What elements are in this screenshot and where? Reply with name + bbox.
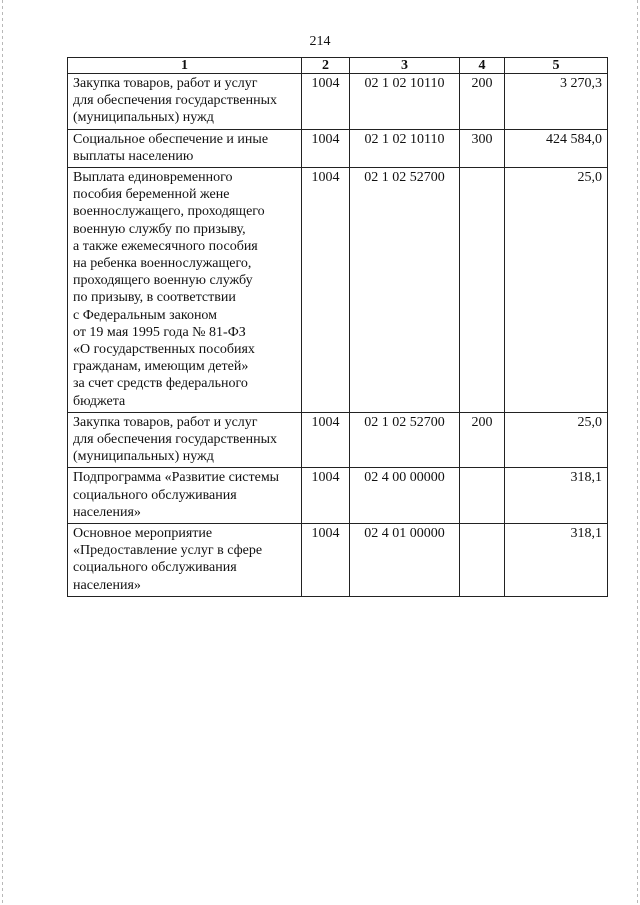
- expense-name-cell: [68, 468, 302, 524]
- expense-name-line: Подпрограмма «Развитие системы: [73, 470, 280, 486]
- expense-name-line: для обеспечения государственных: [73, 432, 277, 448]
- section-code-cell: 1004: [302, 412, 350, 468]
- expense-name-line: (муниципальных) нужд: [73, 110, 214, 126]
- target-article-cell: 02 1 02 52700: [350, 168, 460, 413]
- expense-name-line: а также ежемесячного пособия: [73, 238, 258, 254]
- expense-name-line: Основное мероприятие: [73, 526, 213, 542]
- section-code-cell: 1004: [302, 524, 350, 597]
- target-article-cell: 02 1 02 10110: [350, 74, 460, 130]
- table-header: [68, 58, 608, 74]
- expense-type-cell: [460, 168, 505, 413]
- section-code-cell: 1004: [302, 74, 350, 130]
- table-row: [68, 168, 608, 413]
- expense-name-line: Закупка товаров, работ и услуг: [73, 414, 258, 430]
- table-row: [68, 468, 608, 524]
- expense-type-cell: [460, 524, 505, 597]
- section-code-cell: 1004: [302, 168, 350, 413]
- section-code-cell: 1004: [302, 468, 350, 524]
- header-row: [68, 58, 608, 74]
- expense-name-cell: [68, 412, 302, 468]
- expense-name-line: по призыву, в соответствии: [73, 290, 236, 306]
- target-article-cell: 02 1 02 10110: [350, 129, 460, 167]
- amount-cell: 424 584,0: [505, 129, 608, 167]
- table-row: [68, 412, 608, 468]
- expense-name-line: населения»: [73, 577, 141, 593]
- table-row: [68, 524, 608, 597]
- target-article-cell: 02 4 01 00000: [350, 524, 460, 597]
- expense-name-line: на ребенка военнослужащего,: [73, 256, 252, 272]
- expense-name-line: с Федеральным законом: [73, 307, 218, 323]
- expense-name-cell: [68, 168, 302, 413]
- expense-name-line: социального обслуживания: [73, 487, 237, 503]
- expense-name-line: (муниципальных) нужд: [73, 449, 214, 465]
- expense-name-line: бюджета: [73, 393, 126, 409]
- expense-type-cell: 200: [460, 412, 505, 468]
- column-header-5: 5: [505, 58, 608, 74]
- expense-name-line: Выплата единовременного: [73, 170, 233, 186]
- column-header-1: 1: [68, 58, 302, 74]
- expense-name-line: военную службу по призыву,: [73, 221, 246, 237]
- expense-name-cell: [68, 74, 302, 130]
- expense-name-cell: [68, 129, 302, 167]
- table-row: [68, 74, 608, 130]
- page-edge-right: [637, 0, 638, 905]
- expense-name-line: «О государственных пособиях: [73, 342, 255, 358]
- expense-name-line: проходящего военную службу: [73, 273, 253, 289]
- expense-name-cell: [68, 524, 302, 597]
- expense-type-cell: 300: [460, 129, 505, 167]
- expense-name-line: военнослужащего, проходящего: [73, 204, 265, 220]
- amount-cell: 25,0: [505, 168, 608, 413]
- expense-name-line: за счет средств федерального: [73, 376, 248, 392]
- amount-cell: 3 270,3: [505, 74, 608, 130]
- table-body: [68, 74, 608, 597]
- target-article-cell: 02 1 02 52700: [350, 412, 460, 468]
- expense-name-line: Закупка товаров, работ и услуг: [73, 76, 258, 91]
- amount-cell: 25,0: [505, 412, 608, 468]
- column-header-2: 2: [302, 58, 350, 74]
- table-row: [68, 129, 608, 167]
- section-code-cell: 1004: [302, 129, 350, 167]
- page-edge-left: [2, 0, 3, 905]
- expense-name-line: выплаты населению: [73, 148, 194, 164]
- expense-name-line: для обеспечения государственных: [73, 93, 277, 109]
- expense-name-line: «Предоставление услуг в сфере: [73, 543, 263, 559]
- expense-name-line: гражданам, имеющим детей»: [73, 359, 249, 375]
- expense-name-line: пособия беременной жене: [73, 187, 230, 203]
- amount-cell: 318,1: [505, 468, 608, 524]
- amount-cell: 318,1: [505, 524, 608, 597]
- expense-type-cell: [460, 468, 505, 524]
- expense-name-line: Социальное обеспечение и иные: [73, 131, 269, 147]
- expense-name-line: населения»: [73, 504, 141, 520]
- column-header-4: 4: [460, 58, 505, 74]
- expense-type-cell: 200: [460, 74, 505, 130]
- expense-name-line: социального обслуживания: [73, 560, 237, 576]
- expense-name-line: от 19 мая 1995 года № 81-ФЗ: [73, 324, 246, 340]
- column-header-3: 3: [350, 58, 460, 74]
- budget-table: [67, 57, 608, 597]
- page-number: 214: [309, 34, 331, 49]
- target-article-cell: 02 4 00 00000: [350, 468, 460, 524]
